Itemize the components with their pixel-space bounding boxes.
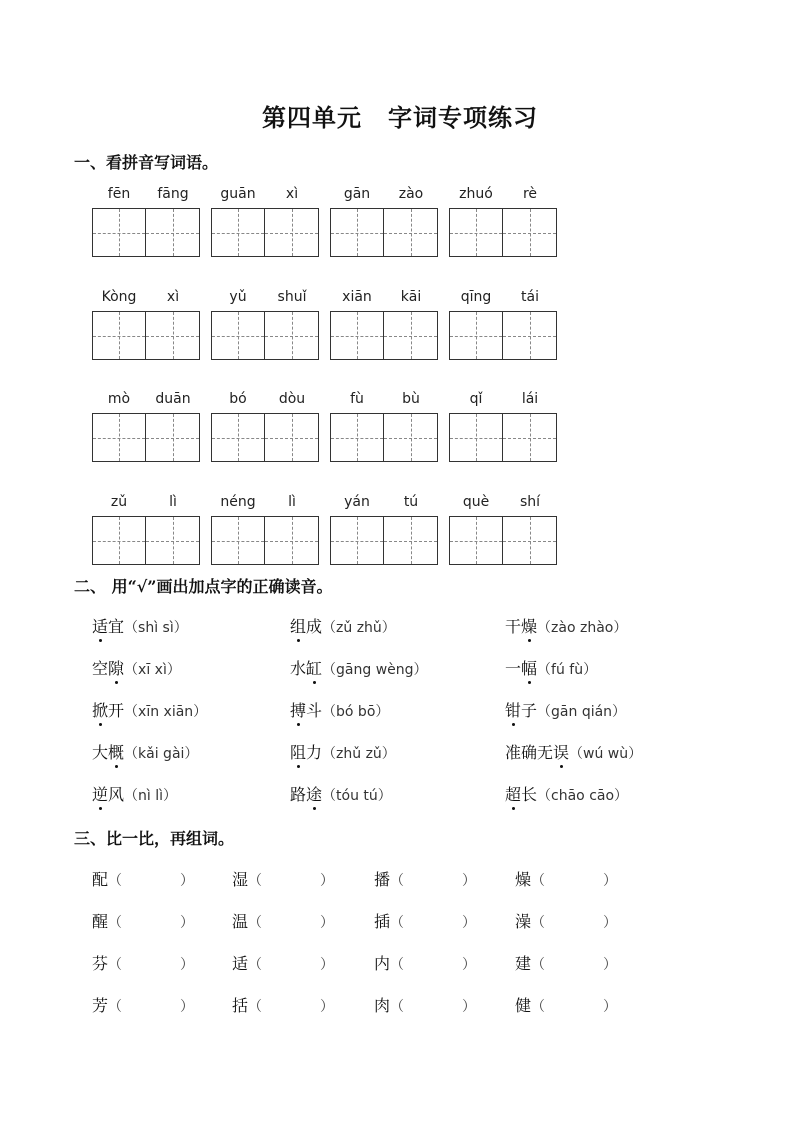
pinyin-options[interactable]: （zào zhào）	[537, 620, 628, 636]
pinyin-options[interactable]: （shì sì）	[124, 620, 188, 636]
writing-cell[interactable]	[503, 413, 557, 462]
paren-open: （	[108, 957, 123, 973]
word-box[interactable]	[330, 391, 438, 463]
pinyin-label: lái	[521, 391, 539, 407]
paren-open: （	[390, 873, 405, 889]
word-box[interactable]	[211, 289, 319, 361]
word-box[interactable]	[92, 391, 200, 463]
page-title	[0, 98, 800, 133]
paren-close: ）	[320, 915, 335, 931]
reading-item[interactable]	[290, 656, 428, 679]
base-character: 温	[232, 912, 249, 931]
word-box[interactable]	[449, 289, 557, 361]
base-character: 插	[374, 912, 391, 931]
base-character: 湿	[232, 870, 249, 889]
paren-open: （	[108, 873, 123, 889]
base-character: 醒	[92, 912, 109, 931]
base-character: 澡	[515, 912, 532, 931]
pinyin-label: fāng	[157, 186, 189, 202]
pinyin-options[interactable]: （tóu tú）	[322, 788, 392, 804]
compare-item[interactable]	[92, 951, 194, 974]
compare-item[interactable]	[232, 909, 334, 932]
pinyin-label: gān	[343, 186, 371, 202]
reading-item[interactable]	[505, 698, 626, 721]
section3-heading: 三、比一比，再组词。	[74, 829, 235, 848]
paren-open: （	[248, 915, 263, 931]
base-character: 燥	[515, 870, 532, 889]
word-suffix: 斗	[306, 701, 323, 720]
writing-cell[interactable]	[92, 311, 146, 360]
title-topic: 字词专项练习	[388, 103, 538, 132]
word-box[interactable]	[449, 186, 557, 258]
pinyin-options[interactable]: （chāo cāo）	[537, 788, 629, 804]
paren-open: （	[248, 957, 263, 973]
dotted-character: 燥	[521, 614, 537, 637]
paren-open: （	[108, 915, 123, 931]
pinyin-label: guān	[220, 186, 256, 202]
word-prefix: 一	[505, 659, 522, 678]
paren-open: （	[531, 915, 546, 931]
pinyin-label: bó	[229, 391, 247, 407]
writing-cell[interactable]	[330, 311, 384, 360]
reading-item[interactable]	[505, 782, 628, 805]
pinyin-label: yǔ	[229, 289, 247, 305]
writing-cell[interactable]	[503, 311, 557, 360]
dotted-character: 掀	[92, 698, 108, 721]
word-box[interactable]	[92, 289, 200, 361]
writing-cell[interactable]	[146, 208, 200, 257]
paren-open: （	[531, 873, 546, 889]
dotted-character: 误	[553, 740, 569, 763]
word-box[interactable]	[92, 186, 200, 258]
word-prefix: 准确无	[505, 743, 554, 762]
word-suffix: 开	[108, 701, 125, 720]
writing-cell[interactable]	[92, 413, 146, 462]
compare-item[interactable]	[515, 993, 617, 1016]
base-character: 适	[232, 954, 249, 973]
word-suffix: 成	[306, 617, 323, 636]
pinyin-options[interactable]: （gān qián）	[537, 704, 627, 720]
compare-item[interactable]	[374, 867, 476, 890]
reading-item[interactable]	[92, 698, 207, 721]
base-character: 内	[374, 954, 391, 973]
writing-cell[interactable]	[503, 516, 557, 565]
pinyin-label: fù	[350, 391, 364, 407]
paren-close: ）	[462, 999, 477, 1015]
writing-cell[interactable]	[211, 413, 265, 462]
reading-item[interactable]	[290, 740, 396, 763]
paren-open: （	[390, 999, 405, 1015]
paren-close: ）	[603, 957, 618, 973]
pinyin-label: fēn	[107, 186, 131, 202]
writing-cell[interactable]	[265, 311, 319, 360]
section2-heading: 二、 用“√”画出加点字的正确读音。	[74, 577, 333, 596]
paren-open: （	[390, 915, 405, 931]
base-character: 健	[515, 996, 532, 1015]
paren-open: （	[248, 873, 263, 889]
pinyin-options[interactable]: （kǎi gài）	[124, 746, 199, 762]
writing-cell[interactable]	[503, 208, 557, 257]
reading-item[interactable]	[505, 656, 597, 679]
dotted-character: 隙	[108, 656, 124, 679]
compare-item[interactable]	[374, 909, 476, 932]
writing-cell[interactable]	[211, 516, 265, 565]
writing-cell[interactable]	[330, 516, 384, 565]
paren-close: ）	[603, 873, 618, 889]
writing-cell[interactable]	[384, 516, 438, 565]
word-box[interactable]	[330, 289, 438, 361]
base-character: 芳	[92, 996, 109, 1015]
writing-cell[interactable]	[330, 208, 384, 257]
word-box[interactable]	[449, 494, 557, 566]
reading-item[interactable]	[92, 782, 177, 805]
paren-close: ）	[320, 873, 335, 889]
word-suffix: 宜	[108, 617, 125, 636]
paren-close: ）	[462, 957, 477, 973]
paren-close: ）	[180, 999, 195, 1015]
pinyin-options[interactable]: （zǔ zhǔ）	[322, 620, 396, 636]
base-character: 配	[92, 870, 109, 889]
writing-cell[interactable]	[384, 208, 438, 257]
word-prefix: 水	[290, 659, 307, 678]
pinyin-label: dòu	[278, 391, 306, 407]
pinyin-label: shí	[519, 494, 541, 510]
base-character: 肉	[374, 996, 391, 1015]
paren-close: ）	[462, 873, 477, 889]
pinyin-options[interactable]: （xīn xiān）	[124, 704, 208, 720]
reading-item[interactable]	[92, 740, 198, 763]
writing-cell[interactable]	[146, 311, 200, 360]
reading-item[interactable]	[92, 614, 188, 637]
compare-item[interactable]	[515, 867, 617, 890]
reading-item[interactable]	[505, 740, 642, 763]
reading-item[interactable]	[505, 614, 627, 637]
dotted-character: 途	[306, 782, 322, 805]
writing-cell[interactable]	[384, 413, 438, 462]
word-suffix: 子	[521, 701, 538, 720]
reading-item[interactable]	[290, 614, 396, 637]
pinyin-options[interactable]: （zhǔ zǔ）	[322, 746, 396, 762]
writing-cell[interactable]	[146, 516, 200, 565]
dotted-character: 钳	[505, 698, 521, 721]
pinyin-label: qǐ	[469, 391, 483, 407]
pinyin-options[interactable]: （wú wù）	[569, 746, 643, 762]
word-suffix: 风	[108, 785, 125, 804]
paren-open: （	[531, 999, 546, 1015]
writing-cell[interactable]	[449, 516, 503, 565]
writing-cell[interactable]	[449, 413, 503, 462]
paren-open: （	[390, 957, 405, 973]
pinyin-label: duān	[155, 391, 191, 407]
reading-item[interactable]	[92, 656, 181, 679]
dotted-character: 适	[92, 614, 108, 637]
word-box[interactable]	[92, 494, 200, 566]
compare-item[interactable]	[232, 951, 334, 974]
word-box[interactable]	[211, 494, 319, 566]
writing-cell[interactable]	[265, 516, 319, 565]
word-prefix: 路	[290, 785, 307, 804]
pinyin-label: zào	[398, 186, 424, 202]
pinyin-label: xì	[166, 289, 180, 305]
reading-item[interactable]	[290, 782, 392, 805]
dotted-character: 组	[290, 614, 306, 637]
writing-cell[interactable]	[449, 311, 503, 360]
pinyin-label: lì	[169, 494, 177, 510]
pinyin-label: rè	[522, 186, 538, 202]
pinyin-options[interactable]: （bó bō）	[322, 704, 390, 720]
dotted-character: 搏	[290, 698, 306, 721]
word-prefix: 干	[505, 617, 522, 636]
word-prefix: 空	[92, 659, 109, 678]
section1-heading: 一、看拼音写词语。	[74, 153, 219, 172]
paren-close: ）	[603, 999, 618, 1015]
pinyin-label: kāi	[400, 289, 422, 305]
dotted-character: 超	[505, 782, 521, 805]
pinyin-label: zǔ	[110, 494, 128, 510]
pinyin-label: néng	[220, 494, 256, 510]
pinyin-label: lì	[288, 494, 296, 510]
dotted-character: 逆	[92, 782, 108, 805]
word-suffix: 长	[521, 785, 538, 804]
writing-cell[interactable]	[92, 516, 146, 565]
compare-item[interactable]	[515, 951, 617, 974]
word-box[interactable]	[211, 391, 319, 463]
writing-cell[interactable]	[265, 413, 319, 462]
word-suffix: 力	[306, 743, 323, 762]
writing-cell[interactable]	[330, 413, 384, 462]
writing-cell[interactable]	[384, 311, 438, 360]
compare-item[interactable]	[515, 909, 617, 932]
pinyin-label: zhuó	[459, 186, 493, 202]
word-box[interactable]	[330, 494, 438, 566]
paren-close: ）	[462, 915, 477, 931]
pinyin-options[interactable]: （fú fù）	[537, 662, 598, 678]
writing-cell[interactable]	[211, 208, 265, 257]
paren-open: （	[248, 999, 263, 1015]
compare-item[interactable]	[92, 909, 194, 932]
pinyin-label: yán	[344, 494, 370, 510]
base-character: 建	[515, 954, 532, 973]
paren-open: （	[531, 957, 546, 973]
pinyin-options[interactable]: （nì lì）	[124, 788, 178, 804]
paren-open: （	[108, 999, 123, 1015]
word-prefix: 大	[92, 743, 109, 762]
word-box[interactable]	[211, 186, 319, 258]
writing-cell[interactable]	[449, 208, 503, 257]
pinyin-label: bù	[402, 391, 420, 407]
writing-cell[interactable]	[92, 208, 146, 257]
compare-item[interactable]	[92, 867, 194, 890]
writing-cell[interactable]	[265, 208, 319, 257]
word-box[interactable]	[449, 391, 557, 463]
title-unit: 第四单元	[262, 103, 362, 132]
compare-item[interactable]	[232, 867, 334, 890]
reading-item[interactable]	[290, 698, 389, 721]
word-box[interactable]	[330, 186, 438, 258]
paren-close: ）	[320, 957, 335, 973]
pinyin-options[interactable]: （gāng wèng）	[322, 662, 428, 678]
compare-item[interactable]	[374, 993, 476, 1016]
dotted-character: 阻	[290, 740, 306, 763]
pinyin-label: xì	[285, 186, 299, 202]
pinyin-label: tú	[403, 494, 419, 510]
pinyin-options[interactable]: （xī xì）	[124, 662, 181, 678]
writing-cell[interactable]	[211, 311, 265, 360]
base-character: 播	[374, 870, 391, 889]
dotted-character: 缸	[306, 656, 322, 679]
pinyin-label: mò	[107, 391, 131, 407]
pinyin-label: shuǐ	[277, 289, 307, 305]
pinyin-label: Kòng	[101, 289, 137, 305]
writing-cell[interactable]	[146, 413, 200, 462]
pinyin-label: què	[462, 494, 490, 510]
base-character: 芬	[92, 954, 109, 973]
pinyin-label: qīng	[460, 289, 492, 305]
pinyin-label: xiān	[342, 289, 372, 305]
base-character: 括	[232, 996, 249, 1015]
compare-item[interactable]	[92, 993, 194, 1016]
dotted-character: 概	[108, 740, 124, 763]
compare-item[interactable]	[374, 951, 476, 974]
pinyin-label: tái	[521, 289, 539, 305]
dotted-character: 幅	[521, 656, 537, 679]
paren-close: ）	[180, 873, 195, 889]
paren-close: ）	[180, 915, 195, 931]
paren-close: ）	[180, 957, 195, 973]
paren-close: ）	[320, 999, 335, 1015]
compare-item[interactable]	[232, 993, 334, 1016]
paren-close: ）	[603, 915, 618, 931]
